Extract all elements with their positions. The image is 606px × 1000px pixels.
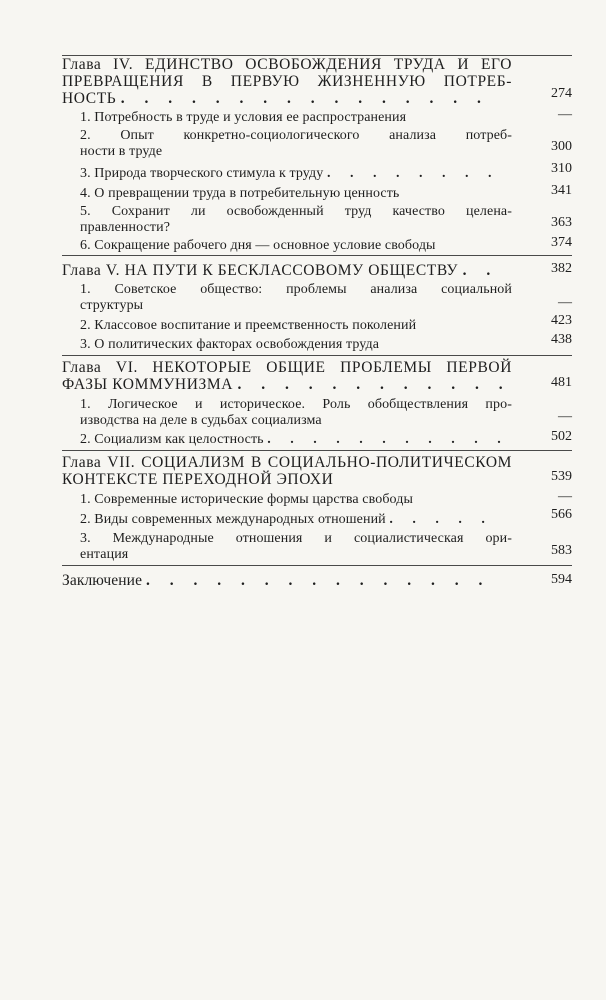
chapter-7-page: 539 xyxy=(551,469,572,484)
chapter-5-page: 382 xyxy=(551,261,572,276)
chapter-4-section-5-page: 363 xyxy=(551,215,572,230)
dot-leader: . . . . . . . . xyxy=(326,166,500,181)
chapter-5-section-1-line-1: 1. Советское общество: проблемы анализа социальной xyxy=(80,282,512,297)
chapter-4-section-1: 1. Потребность в труде и условия ее распространения xyxy=(80,110,407,125)
chapter-6-section-1-line-1: 1. Логическое и историческое. Роль обобществления про- xyxy=(80,397,512,412)
chapter-7-section-2-page: 566 xyxy=(551,507,572,522)
chapter-6-page: 481 xyxy=(551,375,572,390)
chapter-4-section-4: 4. О превращении труда в потребительную ценность xyxy=(80,186,400,201)
chapter-6 xyxy=(62,355,572,451)
dot-leader: . . . . . . . . . . . . xyxy=(237,376,511,393)
chapter-6-section-1-line-2: изводства на деле в судьбах социализма xyxy=(80,413,322,428)
chapter-7 xyxy=(62,450,572,566)
chapter-4-section-4-page: 341 xyxy=(551,183,572,198)
chapter-6-section-2-page: 502 xyxy=(551,429,572,444)
chapter-5-section-3: 3. О политических факторах освобождения труда xyxy=(80,337,380,352)
chapter-4-title-line-1: Глава IV. ЕДИНСТВО ОСВОБОЖДЕНИЯ ТРУДА И ЕГО xyxy=(62,56,512,73)
chapter-7-title-line-2: КОНТЕКСТЕ ПЕРЕХОДНОЙ ЭПОХИ xyxy=(62,471,334,488)
dot-leader: . . xyxy=(462,262,499,279)
chapter-4-title-end: НОСТЬ xyxy=(62,90,117,107)
chapter-4-section-5-line-1: 5. Сохранит ли освобожденный труд качество целена- xyxy=(80,204,512,219)
conclusion xyxy=(62,565,572,596)
chapter-4-section-3-page: 310 xyxy=(551,161,572,176)
chapter-4-section-2-page: 300 xyxy=(551,139,572,154)
dot-leader: . . . . . xyxy=(389,512,493,527)
dot-leader: . . . . . . . . . . . . . . . xyxy=(146,572,491,589)
chapter-4-title-line-3 xyxy=(62,90,512,108)
chapter-4-section-5-line-2: правленности? xyxy=(80,220,171,235)
dot-leader: . . . . . . . . . . . . . . . . xyxy=(120,90,489,107)
chapter-4-section-2-line-1: 2. Опыт конкретно-социологического анализа потреб- xyxy=(80,128,512,143)
chapter-4-section-3-text: 3. Природа творческого стимула к труду xyxy=(80,166,324,181)
chapter-4-page: 274 xyxy=(551,86,572,101)
conclusion-title-text: Заключение xyxy=(62,572,143,589)
chapter-5-section-2-page: 423 xyxy=(551,313,572,328)
chapter-4-section-6-page: 374 xyxy=(551,235,572,250)
chapter-6-title-line-2 xyxy=(62,376,512,394)
chapter-5 xyxy=(62,255,572,356)
chapter-5-section-2: 2. Классовое воспитание и преемственность поколений xyxy=(80,318,417,333)
chapter-7-section-1: 1. Современные исторические формы царства свободы xyxy=(80,492,413,507)
dot-leader: . . . . . . . . . . . xyxy=(267,432,509,447)
chapter-4-section-2-line-2: ности в труде xyxy=(80,144,163,159)
chapter-7-section-2-text: 2. Виды современных международных отношений xyxy=(80,512,386,527)
chapter-5-section-1-line-2: структуры xyxy=(80,298,144,313)
chapter-7-section-3-line-1: 3. Международные отношения и социалистическая ори- xyxy=(80,531,512,546)
chapter-6-title-line-1: Глава VI. НЕКОТОРЫЕ ОБЩИЕ ПРОБЛЕМЫ ПЕРВОЙ xyxy=(62,359,512,376)
chapter-5-title-text: Глава V. НА ПУТИ К БЕСКЛАССОВОМУ ОБЩЕСТВУ xyxy=(62,262,459,279)
chapter-4 xyxy=(62,55,572,256)
chapter-5-section-3-page: 438 xyxy=(551,332,572,347)
chapter-7-section-3-page: 583 xyxy=(551,543,572,558)
chapter-7-section-3-line-2: ентация xyxy=(80,547,129,562)
chapter-4-title-line-2: ПРЕВРАЩЕНИЯ В ПЕРВУЮ ЖИЗНЕННУЮ ПОТРЕБ- xyxy=(62,73,512,90)
chapter-7-section-2 xyxy=(80,511,512,529)
chapter-6-title-end: ФАЗЫ КОММУНИЗМА xyxy=(62,376,234,393)
conclusion-page: 594 xyxy=(551,572,572,587)
chapter-5-section-1-page: — xyxy=(558,295,572,310)
chapter-4-section-6: 6. Сокращение рабочего дня — основное условие свободы xyxy=(80,238,436,253)
chapter-7-title-line-1: Глава VII. СОЦИАЛИЗМ В СОЦИАЛЬНО-ПОЛИТИЧЕСКОМ xyxy=(62,454,512,471)
chapter-4-section-1-page: — xyxy=(558,107,572,122)
conclusion-title xyxy=(62,572,512,590)
chapter-7-section-1-page: — xyxy=(558,489,572,504)
chapter-5-title xyxy=(62,262,512,280)
chapter-6-section-2 xyxy=(80,431,512,449)
chapter-4-section-3 xyxy=(80,165,512,183)
chapter-6-section-2-text: 2. Социализм как целостность xyxy=(80,432,264,447)
chapter-6-section-1-page: — xyxy=(558,409,572,424)
